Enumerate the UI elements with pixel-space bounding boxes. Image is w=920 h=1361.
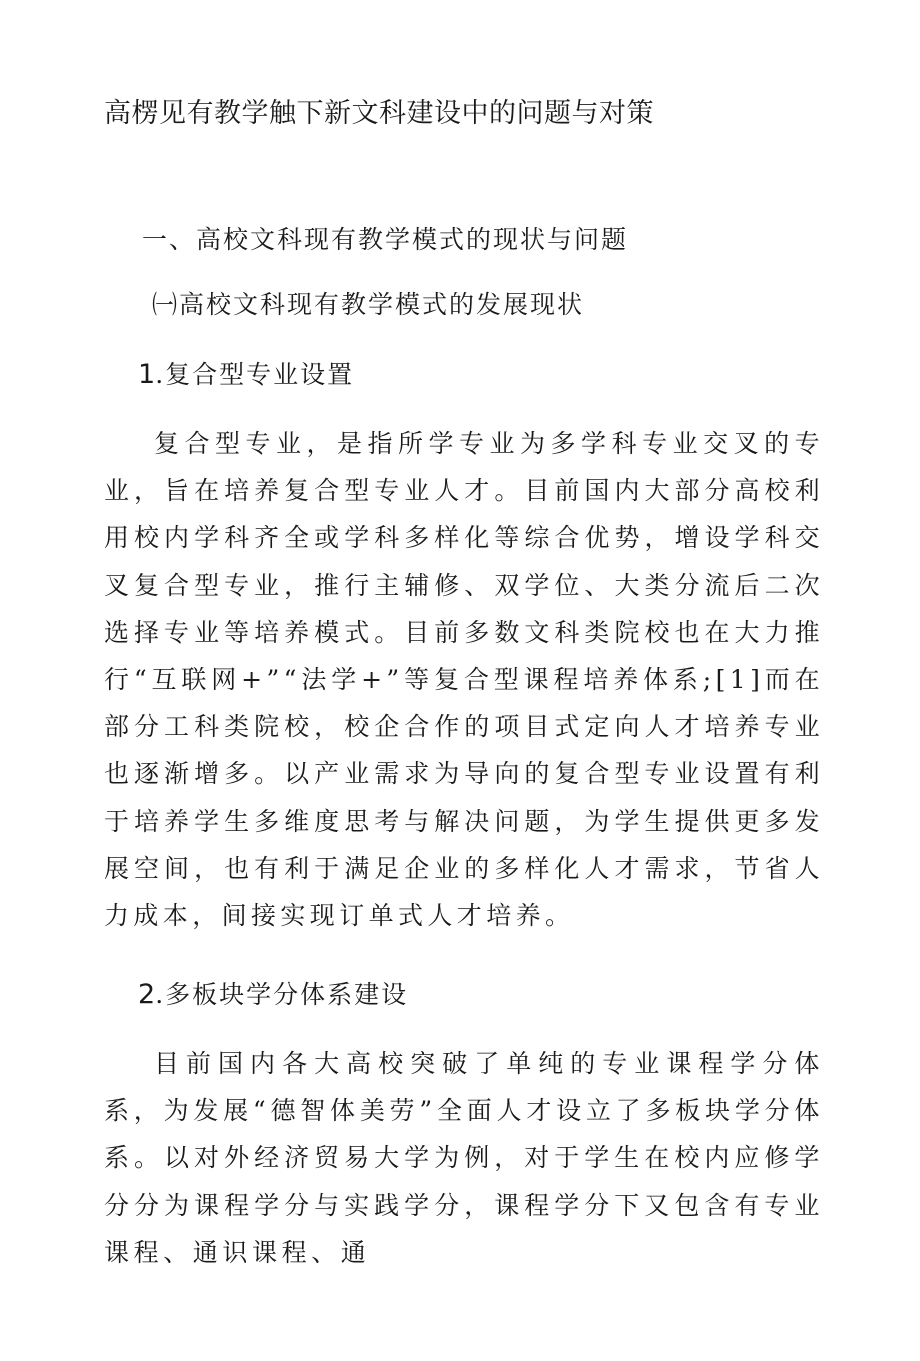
section-heading: 一、高校文科现有教学模式的现状与问题 <box>142 225 629 254</box>
subsection-heading: ㈠高校文科现有教学模式的发展现状 <box>152 290 585 319</box>
item-heading-2 <box>138 975 408 1015</box>
item-title: .多板块学分体系建设 <box>155 980 409 1009</box>
body-paragraph: 目前国内各大高校突破了单纯的专业课程学分体系，为发展“德智体美劳”全面人才设立了多板块学分体系。以对外经济贸易大学为例，对于学生在校内应修学分分为课程学分与实践学分，课程学分下又包含有专业课程、通识课程、通 <box>104 1049 824 1267</box>
item-number: 2 <box>138 979 156 1010</box>
item-title: .复合型专业设置 <box>155 360 355 389</box>
body-paragraph: 复合型专业，是指所学专业为多学科专业交叉的专业，旨在培养复合型专业人才。目前国内大部分高校利用校内学科齐全或学科多样化等综合优势，增设学科交叉复合型专业，推行主辅修、双学位、大类分流后二次选择专业等培养模式。目前多数文科类院校也在大力推行“互联网+”“法学+”等复合型课程培养体系;[1]而在部分工科类院校，校企合作的项目式定向人才培养专业也逐渐增多。以产业需求为导向的复合型专业设置有利于培养学生多维度思考与解决问题，为学生提供更多发展空间，也有利于满足企业的多样化人才需求，节省人力成本，间接实现订单式人才培养。 <box>104 429 824 931</box>
item-heading-1 <box>138 355 354 395</box>
item-number: 1 <box>138 359 156 390</box>
document-title: 高楞见有教学触下新文科建设中的问题与对策 <box>104 98 654 129</box>
